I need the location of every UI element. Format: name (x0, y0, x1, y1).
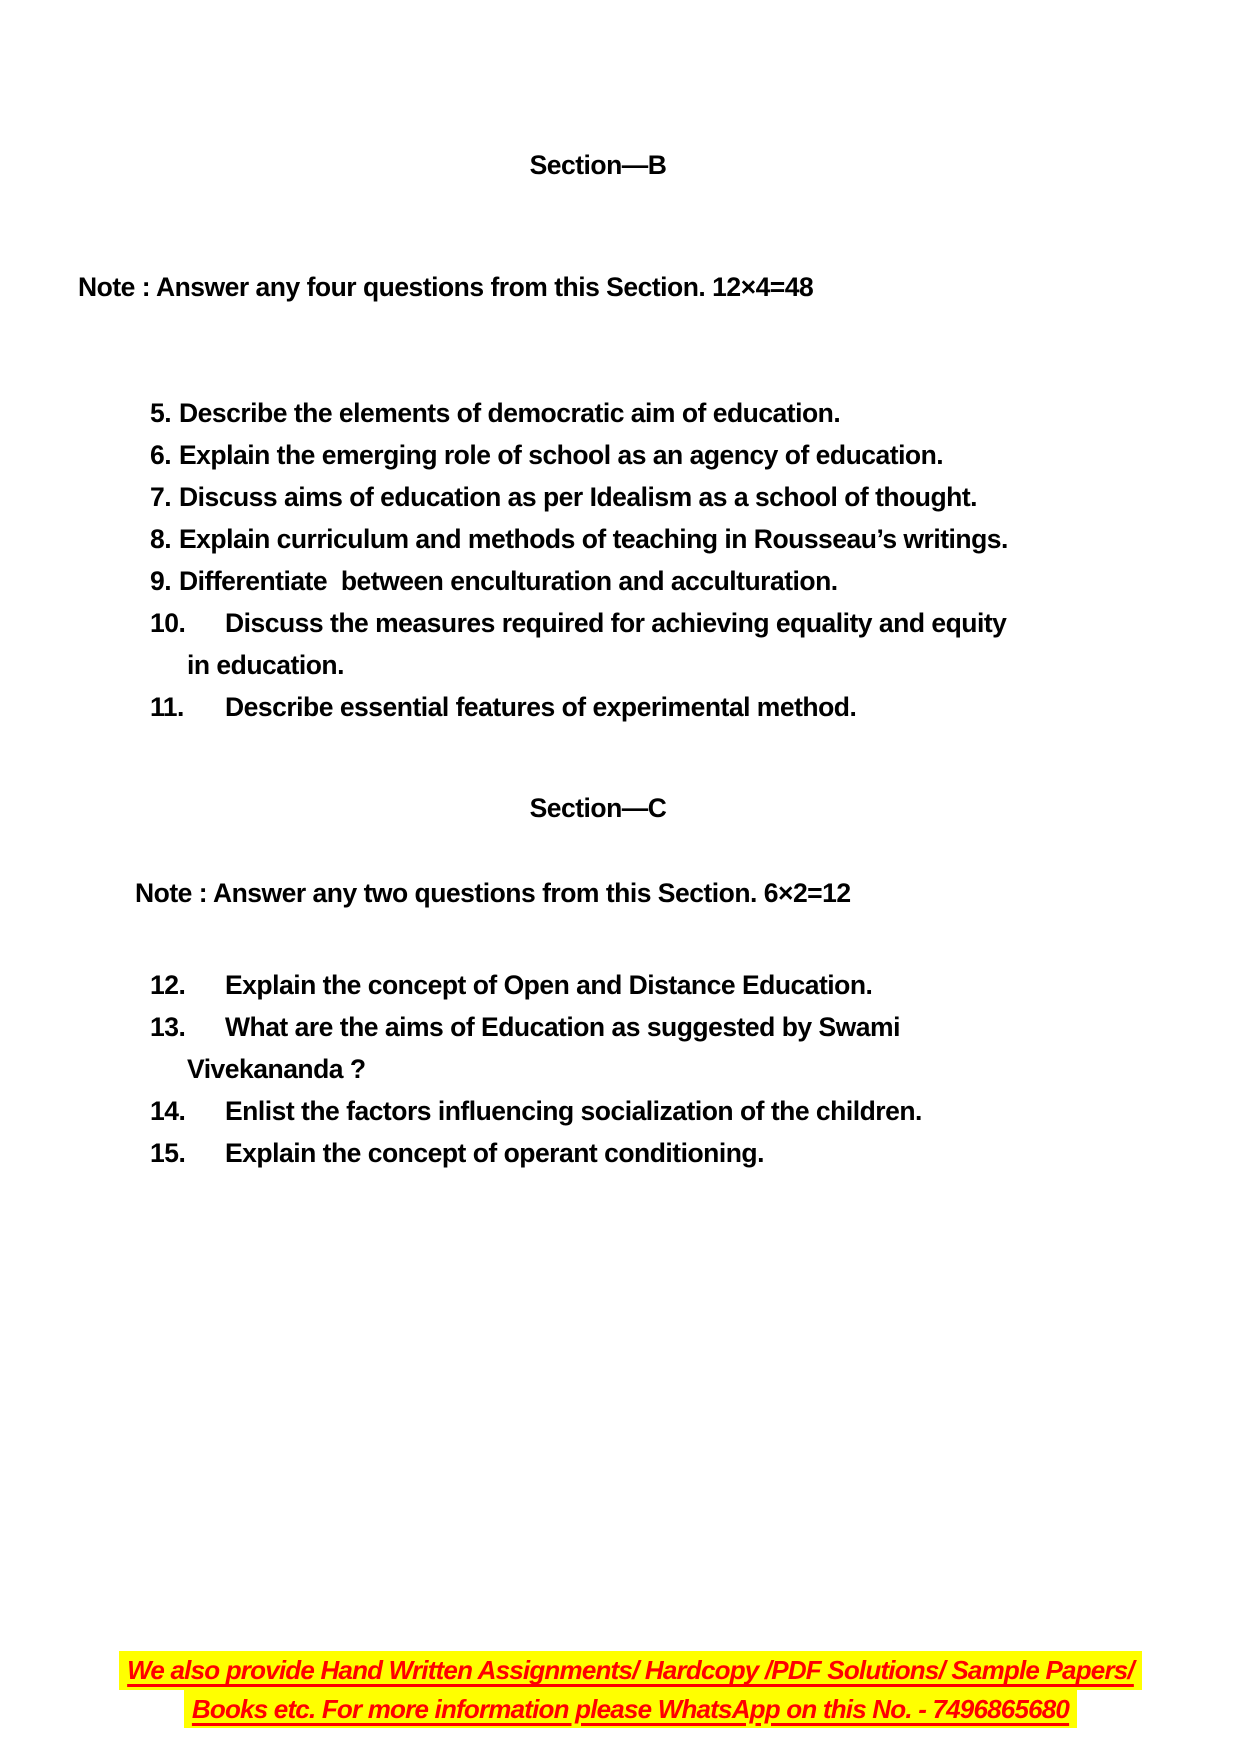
question-number: 11. (150, 692, 184, 722)
question-text: What are the aims of Education as suggested by Swami (225, 1012, 900, 1042)
section-b-note: Note : Answer any four questions from this Section. 12×4=48 (78, 272, 814, 302)
section-c-note: Note : Answer any two questions from this Section. 6×2=12 (135, 878, 851, 908)
question-11 (150, 686, 1201, 728)
question-13-continuation (150, 1048, 1201, 1090)
question-number: 7. (150, 482, 172, 512)
question-number: 10. (150, 608, 186, 638)
question-number: 8. (150, 524, 172, 554)
question-text: Enlist the factors influencing socialization of the children. (225, 1096, 922, 1126)
question-text: Vivekananda ? (187, 1054, 366, 1084)
question-14 (150, 1090, 1201, 1132)
question-9 (150, 560, 1201, 602)
question-text: Explain the concept of Open and Distance Education. (225, 970, 873, 1000)
question-text: Discuss aims of education as per Idealism as a school of thought. (179, 482, 978, 512)
question-number: 12. (150, 970, 186, 1000)
promo-footer (20, 1651, 1241, 1728)
question-number: 13. (150, 1012, 186, 1042)
question-5 (150, 392, 1201, 434)
question-text: Explain the concept of operant conditioning. (225, 1138, 764, 1168)
question-12 (150, 964, 1201, 1006)
question-10-continuation (150, 644, 1201, 686)
question-number: 14. (150, 1096, 186, 1126)
section-b-question-list (150, 392, 1201, 728)
highlighted-text: Books etc. For more information please WhatsApp on this No. - 7496865680 (184, 1690, 1077, 1729)
question-text: Explain curriculum and methods of teaching in Rousseau’s writings. (179, 524, 1008, 554)
highlighted-text: We also provide Hand Written Assignments/ Hardcopy /PDF Solutions/ Sample Papers/ (119, 1651, 1142, 1690)
question-10 (150, 602, 1201, 644)
section-c-heading: Section—C (529, 793, 667, 823)
question-text: Explain the emerging role of school as an agency of education. (179, 440, 944, 470)
section-b-heading: Section—B (529, 150, 667, 180)
question-text: Differentiate between enculturation and acculturation. (179, 566, 838, 596)
question-13 (150, 1006, 1201, 1048)
question-text: in education. (187, 650, 344, 680)
section-c-question-list (150, 964, 1201, 1174)
question-number: 6. (150, 440, 172, 470)
question-8 (150, 518, 1201, 560)
question-text: Discuss the measures required for achieving equality and equity (225, 608, 1007, 638)
question-text: Describe the elements of democratic aim of education. (179, 398, 841, 428)
question-number: 9. (150, 566, 172, 596)
promo-footer-line-2 (20, 1690, 1241, 1729)
question-number: 15. (150, 1138, 186, 1168)
question-6 (150, 434, 1201, 476)
question-number: 5. (150, 398, 172, 428)
question-15 (150, 1132, 1201, 1174)
promo-footer-line-1 (20, 1651, 1241, 1690)
question-7 (150, 476, 1201, 518)
question-text: Describe essential features of experimental method. (225, 692, 857, 722)
